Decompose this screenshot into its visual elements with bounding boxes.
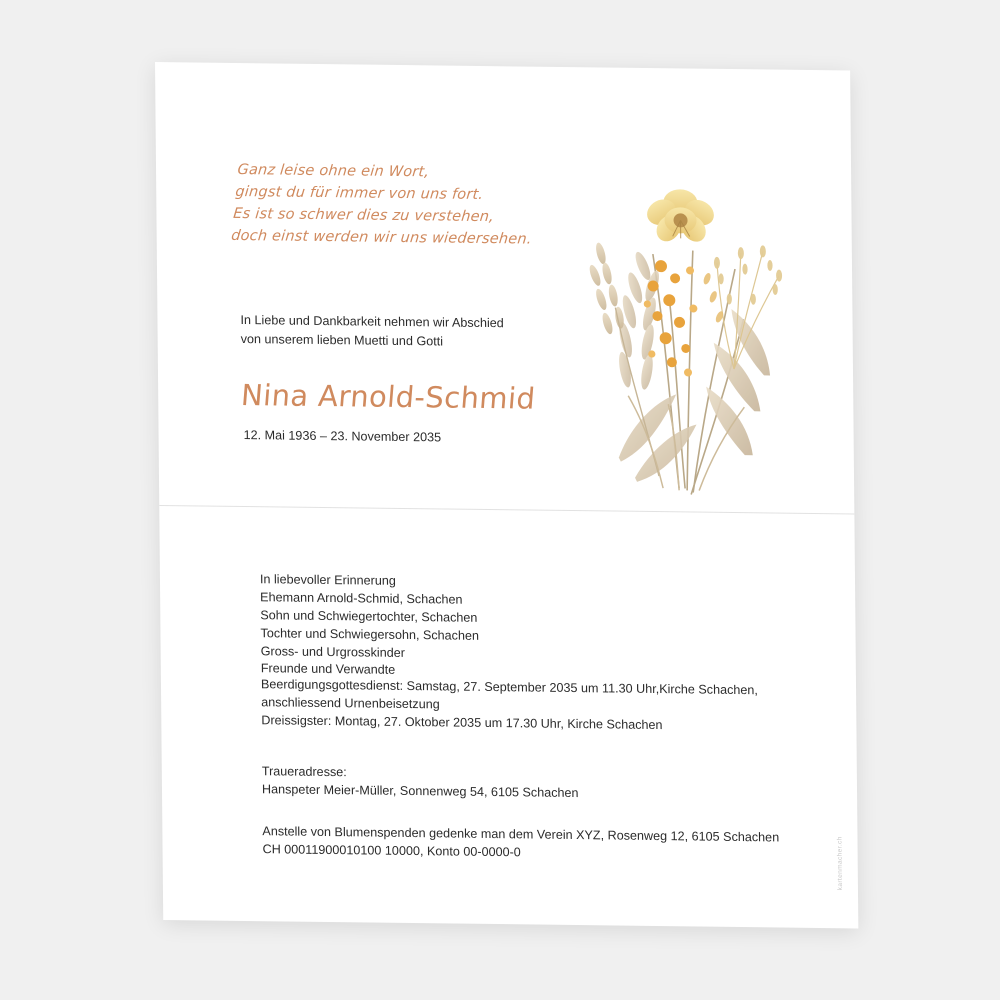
mourning-address-label: Traueradresse:	[261, 764, 347, 780]
dried-wildflower-bouquet-illustration	[556, 157, 809, 510]
poem-line-1: Ganz leise ohne ein Wort,	[236, 162, 430, 181]
memory-line-4: Tochter und Schwiegersohn, Schachen	[260, 625, 480, 643]
poem-line-2: gingst du für immer von uns fort.	[234, 184, 484, 204]
memory-line-3: Sohn und Schwiegertochter, Schachen	[260, 607, 478, 625]
watermark: kartenmacher.ch	[836, 836, 844, 891]
poem-line-4: doch einst werden wir uns wiedersehen.	[230, 228, 533, 248]
donation-block	[262, 823, 779, 865]
memory-line-1: In liebevoller Erinnerung	[259, 572, 396, 588]
memory-line-2: Ehemann Arnold-Schmid, Schachen	[260, 590, 463, 607]
memory-line-5: Gross- und Urgrosskinder	[260, 643, 405, 660]
memory-block	[260, 571, 480, 681]
mourning-address-block	[262, 763, 579, 803]
farewell-line-2: von unserem lieben Muetti und Gotti	[240, 331, 444, 349]
service-block	[261, 676, 758, 736]
life-dates: 12. Mai 1936 – 23. November 2035	[243, 428, 442, 445]
donation-line-1: Anstelle von Blumenspenden gedenke man dem Verein XYZ, Rosenweg 12, 6105 Schachen	[262, 824, 780, 845]
memorial-card	[155, 62, 858, 928]
mourning-address-value: Hanspeter Meier-Müller, Sonnenweg 54, 6105 Schachen	[261, 782, 579, 800]
farewell-line-1: In Liebe und Dankbarkeit nehmen wir Abschied	[240, 313, 504, 331]
farewell-text	[240, 311, 580, 352]
poem-line-3: Es ist so schwer dies zu verstehen,	[232, 206, 495, 226]
memory-line-6: Freunde und Verwandte	[260, 661, 396, 678]
service-line-1: Beerdigungsgottesdienst: Samstag, 27. September 2035 um 11.30 Uhr,Kirche Schachen,	[260, 677, 758, 698]
service-line-2: anschliessend Urnenbeisetzung	[261, 695, 440, 712]
donation-line-2: CH 00011900010100 10000, Konto 00-0000-0	[262, 842, 521, 860]
service-line-3: Dreissigster: Montag, 27. Oktober 2035 um 17.30 Uhr, Kirche Schachen	[261, 712, 663, 732]
poem-text	[230, 159, 548, 251]
deceased-name: Nina Arnold-Schmid	[239, 378, 537, 416]
